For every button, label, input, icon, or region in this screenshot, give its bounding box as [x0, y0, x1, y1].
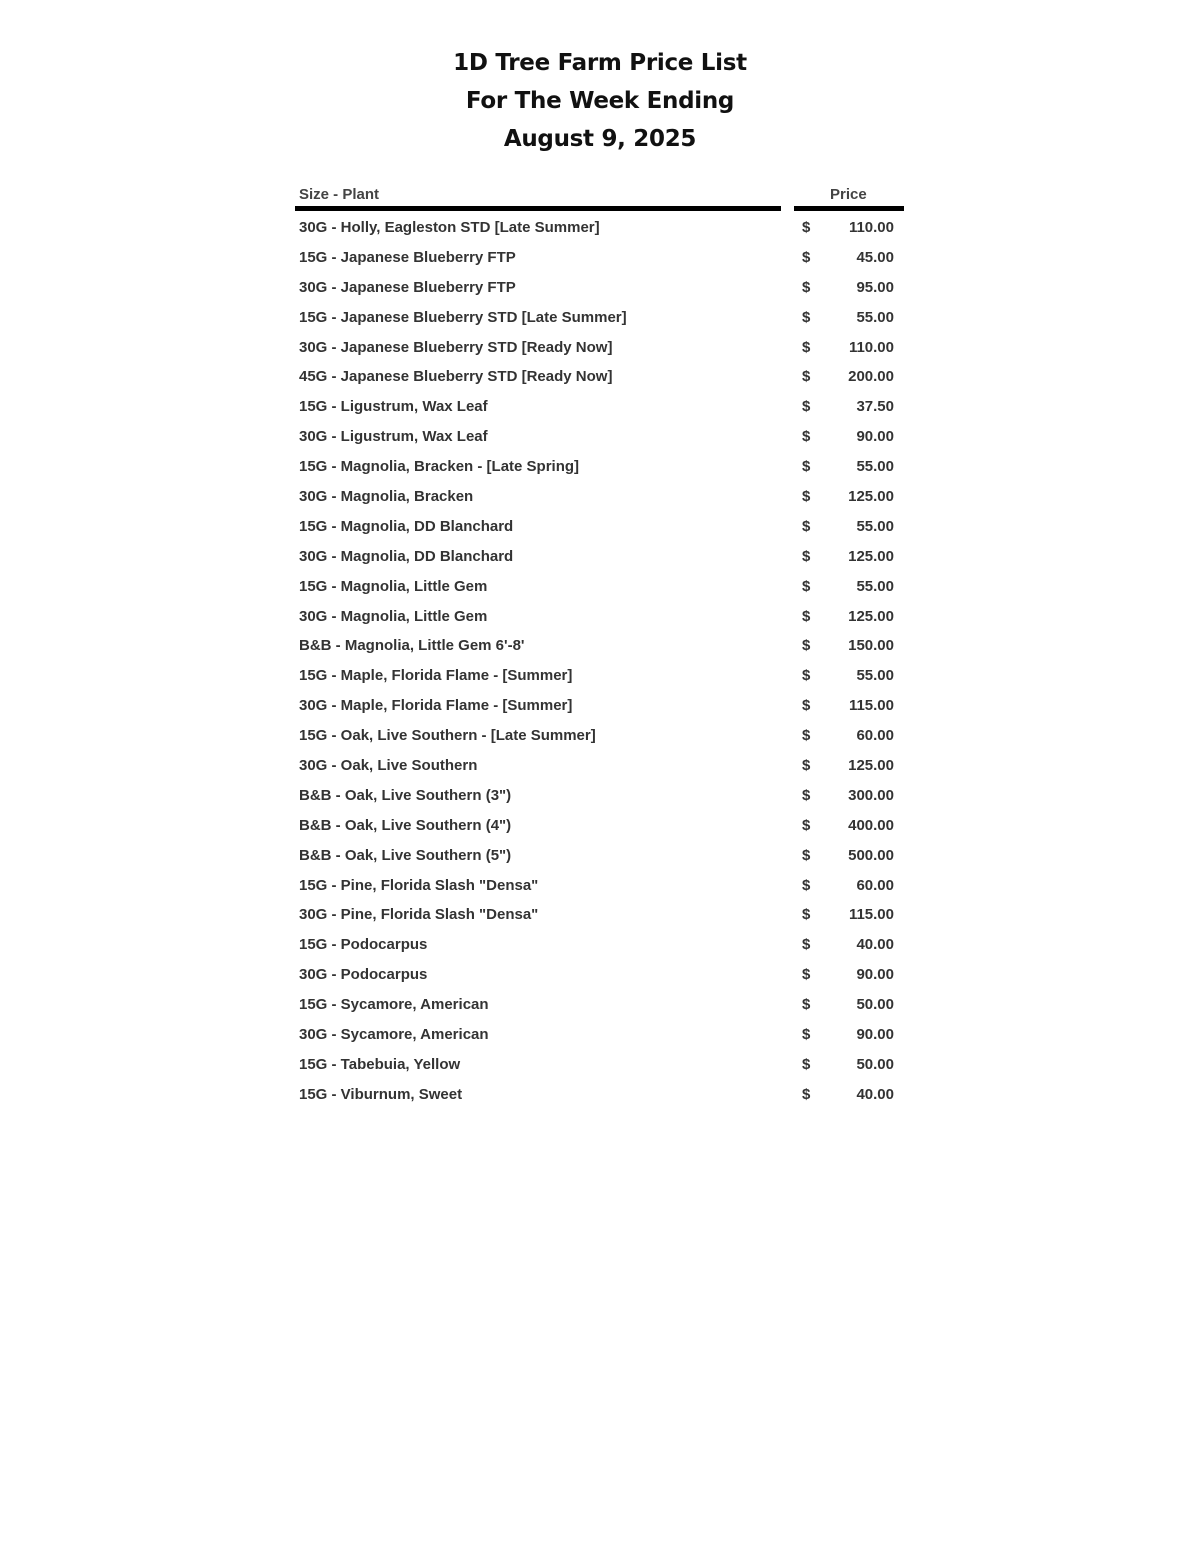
- price-value: 90.00: [856, 428, 894, 446]
- price-value: 500.00: [848, 846, 894, 864]
- plant-name: 15G - Sycamore, American: [299, 996, 489, 1014]
- plant-name: 45G - Japanese Blueberry STD [Ready Now]: [299, 368, 613, 386]
- table-row: [295, 841, 904, 871]
- plant-name: B&B - Oak, Live Southern (5"): [299, 846, 512, 864]
- title-line-3: August 9, 2025: [503, 126, 697, 152]
- plant-name: 30G - Pine, Florida Slash "Densa": [299, 906, 539, 924]
- price-value: 55.00: [856, 577, 894, 595]
- plant-name: 30G - Podocarpus: [299, 966, 428, 984]
- table-row: [295, 303, 904, 333]
- price-value: 40.00: [856, 936, 894, 954]
- plant-name: 30G - Ligustrum, Wax Leaf: [299, 428, 488, 446]
- table-row: [295, 930, 904, 960]
- plant-name: 15G - Japanese Blueberry STD [Late Summer]: [299, 308, 627, 326]
- currency-symbol: $: [802, 1085, 811, 1103]
- currency-symbol: $: [802, 308, 811, 326]
- table-row: [295, 631, 904, 661]
- currency-symbol: $: [802, 1026, 811, 1044]
- currency-symbol: $: [802, 757, 811, 775]
- plant-name: 15G - Magnolia, DD Blanchard: [299, 517, 514, 535]
- price-value: 115.00: [848, 906, 894, 924]
- price-value: 400.00: [848, 816, 894, 834]
- table-row: [295, 392, 904, 422]
- price-value: 90.00: [856, 966, 894, 984]
- plant-name: 15G - Viburnum, Sweet: [299, 1085, 463, 1103]
- price-value: 125.00: [848, 607, 894, 625]
- plant-name: 15G - Podocarpus: [299, 936, 428, 954]
- table-row: [295, 362, 904, 392]
- currency-symbol: $: [802, 846, 811, 864]
- currency-symbol: $: [802, 727, 811, 745]
- table-row: [295, 273, 904, 303]
- price-value: 125.00: [848, 488, 894, 506]
- currency-symbol: $: [802, 607, 811, 625]
- table-row: [295, 751, 904, 781]
- table-row: [295, 213, 904, 243]
- price-value: 300.00: [848, 786, 894, 804]
- table-row: [295, 512, 904, 542]
- price-value: 110.00: [848, 338, 894, 356]
- table-row: [295, 422, 904, 452]
- price-value: 60.00: [856, 727, 894, 745]
- table-row: [295, 572, 904, 602]
- price-value: 55.00: [856, 308, 894, 326]
- plant-name: 30G - Holly, Eagleston STD [Late Summer]: [299, 219, 600, 236]
- title-line-1: 1D Tree Farm Price List: [453, 50, 747, 76]
- currency-symbol: $: [802, 577, 811, 595]
- table-row: [295, 721, 904, 751]
- currency-symbol: $: [802, 697, 811, 715]
- plant-name: 15G - Maple, Florida Flame - [Summer]: [299, 667, 573, 685]
- plant-name: B&B - Oak, Live Southern (3"): [299, 786, 512, 804]
- table-row: [295, 781, 904, 811]
- table-body: [295, 213, 904, 1110]
- plant-name: 15G - Oak, Live Southern - [Late Summer]: [299, 727, 596, 745]
- header-rule-plant: [295, 206, 781, 211]
- table-row: [295, 1050, 904, 1080]
- currency-symbol: $: [802, 547, 811, 565]
- price-value: 110.00: [848, 219, 894, 236]
- plant-name: B&B - Oak, Live Southern (4"): [299, 816, 512, 834]
- table-row: [295, 333, 904, 363]
- plant-name: 15G - Japanese Blueberry FTP: [299, 248, 516, 266]
- currency-symbol: $: [802, 278, 811, 296]
- table-row: [295, 811, 904, 841]
- table-row: [295, 871, 904, 901]
- table-row: [295, 602, 904, 632]
- price-value: 95.00: [856, 278, 894, 296]
- plant-name: 30G - Magnolia, Little Gem: [299, 607, 488, 625]
- table-row: [295, 482, 904, 512]
- price-value: 55.00: [856, 667, 894, 685]
- price-value: 200.00: [848, 368, 894, 386]
- currency-symbol: $: [802, 936, 811, 954]
- table-row: [295, 452, 904, 482]
- plant-name: 15G - Tabebuia, Yellow: [299, 1055, 461, 1073]
- currency-symbol: $: [802, 338, 811, 356]
- currency-symbol: $: [802, 488, 811, 506]
- plant-name: B&B - Magnolia, Little Gem 6'-8': [299, 637, 525, 655]
- currency-symbol: $: [802, 219, 811, 236]
- price-value: 60.00: [856, 876, 894, 894]
- plant-name: 30G - Maple, Florida Flame - [Summer]: [299, 697, 573, 715]
- table-row: [295, 542, 904, 572]
- price-value: 40.00: [856, 1085, 894, 1103]
- plant-name: 15G - Magnolia, Little Gem: [299, 577, 488, 595]
- price-value: 150.00: [848, 637, 894, 655]
- plant-name: 15G - Pine, Florida Slash "Densa": [299, 876, 539, 894]
- currency-symbol: $: [802, 876, 811, 894]
- price-value: 55.00: [856, 517, 894, 535]
- price-value: 125.00: [848, 757, 894, 775]
- header-size-plant: Size - Plant: [299, 186, 380, 203]
- currency-symbol: $: [802, 906, 811, 924]
- currency-symbol: $: [802, 667, 811, 685]
- table-row: [295, 691, 904, 721]
- table-row: [295, 1080, 904, 1110]
- table-row: [295, 990, 904, 1020]
- header-price: Price: [830, 186, 867, 203]
- price-value: 55.00: [856, 458, 894, 476]
- price-value: 90.00: [856, 1026, 894, 1044]
- currency-symbol: $: [802, 398, 811, 416]
- document-title: [0, 44, 1200, 158]
- price-value: 50.00: [856, 996, 894, 1014]
- table-row: [295, 900, 904, 930]
- currency-symbol: $: [802, 786, 811, 804]
- currency-symbol: $: [802, 368, 811, 386]
- plant-name: 30G - Sycamore, American: [299, 1026, 489, 1044]
- plant-name: 30G - Japanese Blueberry STD [Ready Now]: [299, 338, 613, 356]
- currency-symbol: $: [802, 637, 811, 655]
- table-row: [295, 1020, 904, 1050]
- price-value: 37.50: [856, 398, 894, 416]
- price-value: 115.00: [848, 697, 894, 715]
- currency-symbol: $: [802, 248, 811, 266]
- plant-name: 30G - Japanese Blueberry FTP: [299, 278, 516, 296]
- header-rule-price: [794, 206, 904, 211]
- price-table: [295, 184, 904, 1103]
- title-line-2: For The Week Ending: [465, 88, 735, 114]
- table-row: [295, 960, 904, 990]
- currency-symbol: $: [802, 1055, 811, 1073]
- currency-symbol: $: [802, 966, 811, 984]
- table-row: [295, 243, 904, 273]
- plant-name: 15G - Ligustrum, Wax Leaf: [299, 398, 488, 416]
- currency-symbol: $: [802, 816, 811, 834]
- plant-name: 30G - Magnolia, DD Blanchard: [299, 547, 514, 565]
- price-value: 50.00: [856, 1055, 894, 1073]
- table-header: [295, 184, 904, 212]
- currency-symbol: $: [802, 428, 811, 446]
- currency-symbol: $: [802, 996, 811, 1014]
- currency-symbol: $: [802, 517, 811, 535]
- currency-symbol: $: [802, 458, 811, 476]
- price-value: 45.00: [856, 248, 894, 266]
- table-row: [295, 661, 904, 691]
- plant-name: 30G - Oak, Live Southern: [299, 757, 478, 775]
- plant-name: 30G - Magnolia, Bracken: [299, 488, 474, 506]
- plant-name: 15G - Magnolia, Bracken - [Late Spring]: [299, 458, 580, 476]
- price-value: 125.00: [848, 547, 894, 565]
